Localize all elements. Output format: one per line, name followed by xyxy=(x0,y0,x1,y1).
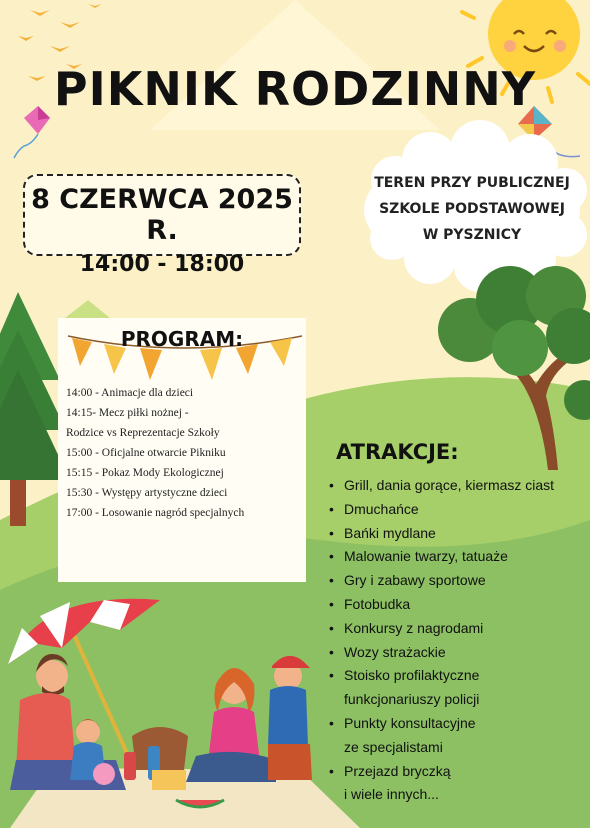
attraction-item: • Fotobudka xyxy=(329,593,589,617)
event-date: 8 CZERWCA 2025 R. xyxy=(31,184,293,246)
attraction-item-continued: funkcjonariuszy policji xyxy=(344,691,480,708)
program-item: 15:00 - Oficjalne otwarcie Pikniku xyxy=(66,447,226,459)
attractions-list xyxy=(329,474,589,807)
attraction-item: • Wozy strażackie xyxy=(329,641,589,665)
program-item: Rodzice vs Reprezentacje Szkoły xyxy=(66,427,220,439)
attractions-title: ATRAKCJE: xyxy=(336,440,459,464)
location-line: W PYSZNICY xyxy=(422,227,522,243)
location-line: SZKOLE PODSTAWOWEJ xyxy=(379,201,565,217)
program-list xyxy=(66,383,296,523)
attraction-item: • Konkursy z nagrodami xyxy=(329,617,589,641)
poster-title: PIKNIK RODZINNY xyxy=(53,62,537,116)
program-item: 14:15- Mecz piłki nożnej - xyxy=(66,407,189,419)
program-title: PROGRAM: xyxy=(120,327,244,351)
program-item: 15:15 - Pokaz Mody Ekologicznej xyxy=(66,467,224,479)
attraction-item-continued: ze specjalistami xyxy=(344,738,443,755)
attraction-item: • Punkty konsultacyjne xyxy=(329,712,589,736)
program-item: 15:30 - Występy artystyczne dzieci xyxy=(66,487,228,499)
attraction-item: • Stoisko profilaktyczne xyxy=(329,664,589,688)
date-box xyxy=(23,174,301,277)
attraction-item: • Malowanie twarzy, tatuaże xyxy=(329,545,589,569)
program-item: 14:00 - Animacje dla dzieci xyxy=(66,387,194,399)
attraction-item: • Bańki mydlane xyxy=(329,522,589,546)
event-time: 14:00 - 18:00 xyxy=(79,252,245,277)
attraction-item-continued: i wiele innych... xyxy=(344,786,439,803)
attraction-item: • Grill, dania gorące, kiermasz ciast xyxy=(329,474,589,498)
location-line: TEREN PRZY PUBLICZNEJ xyxy=(374,175,570,191)
attraction-item: • Przejazd bryczką xyxy=(329,760,589,784)
attraction-item: • Gry i zabawy sportowe xyxy=(329,569,589,593)
event-location xyxy=(372,170,572,248)
program-item: 17:00 - Losowanie nagród specjalnych xyxy=(66,507,245,519)
attraction-item: • Dmuchańce xyxy=(329,498,589,522)
